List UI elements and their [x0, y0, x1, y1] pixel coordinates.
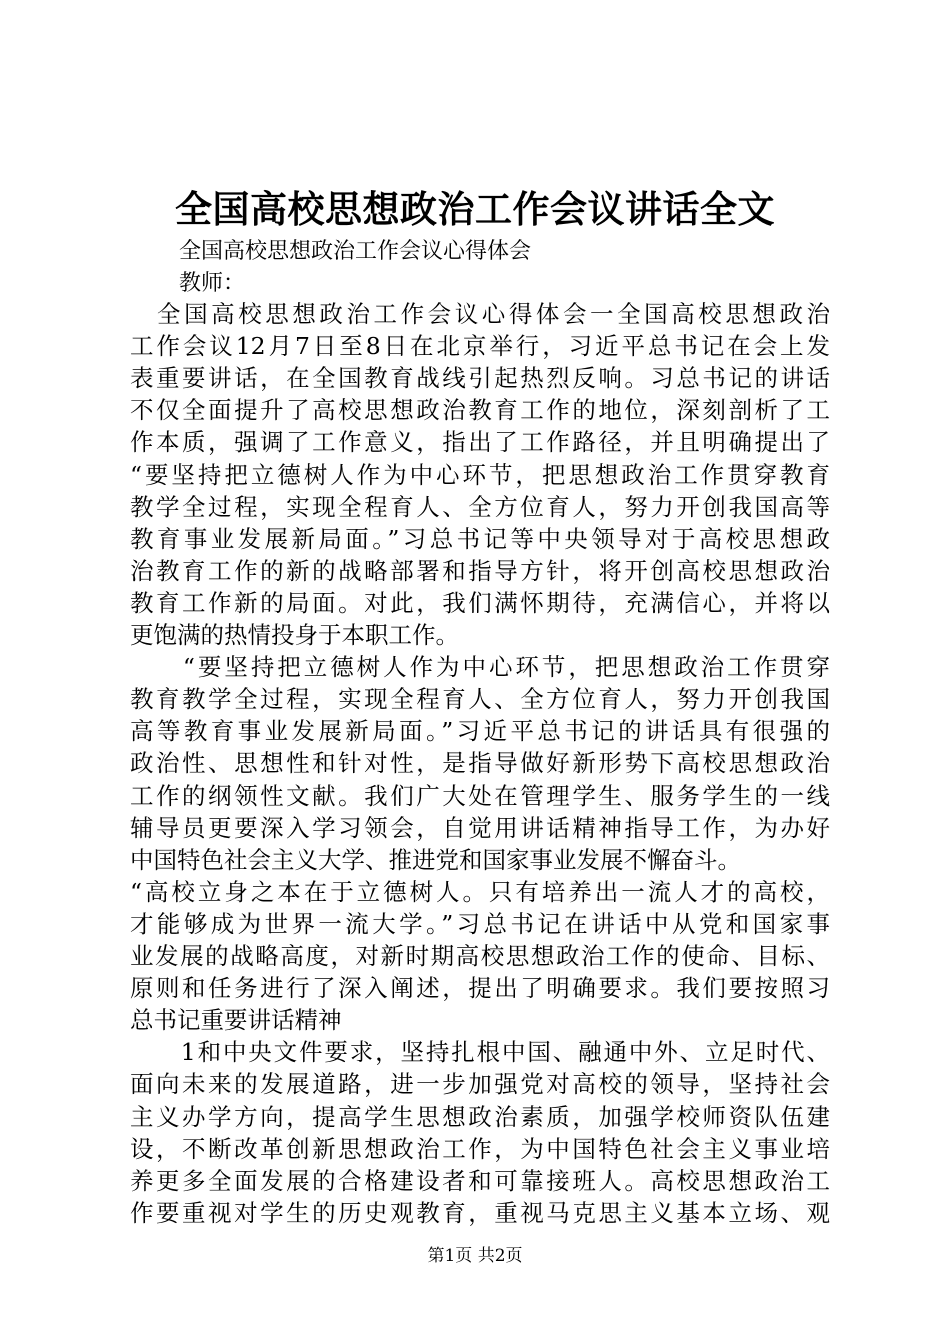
body-line: 辅导员更要深入学习领会，自觉用讲话精神指导工作，为办好: [130, 814, 830, 842]
body-line: 业发展的战略高度，对新时期高校思想政治工作的使命、目标、: [130, 942, 830, 970]
document-subtitle: 全国高校思想政治工作会议心得体会: [179, 239, 532, 264]
body-line: 原则和任务进行了深入阐述，提出了明确要求。我们要按照习: [130, 974, 830, 1002]
body-line: 教育教学全过程，实现全程育人、全方位育人，努力开创我国: [130, 685, 830, 713]
body-line: 设，不断改革创新思想政治工作，为中国特色社会主义事业培: [130, 1135, 830, 1163]
body-line: 更饱满的热情投身于本职工作。: [130, 621, 459, 649]
body-line: “要坚持把立德树人作为中心环节，把思想政治工作贯穿教育: [130, 461, 830, 489]
author-label: 教师：: [179, 271, 246, 296]
body-line: 总书记重要讲话精神: [130, 1006, 342, 1034]
body-line: 作本质，强调了工作意义，指出了工作路径，并且明确提出了: [130, 428, 830, 456]
body-line: 主义办学方向，提高学生思想政治素质，加强学校师资队伍建: [130, 1103, 830, 1131]
body-line: 面向未来的发展道路，进一步加强党对高校的领导，坚持社会: [130, 1070, 830, 1098]
body-line: 治教育工作的新的战略部署和指导方针，将开创高校思想政治: [130, 557, 830, 585]
body-line: 政治性、思想性和针对性，是指导做好新形势下高校思想政治: [130, 749, 830, 777]
body-line: 作要重视对学生的历史观教育，重视马克思主义基本立场、观: [130, 1199, 830, 1227]
body-line: 工作会议12月7日至8日在北京举行，习近平总书记在会上发: [130, 332, 830, 360]
body-line: 高等教育事业发展新局面。”习近平总书记的讲话具有很强的: [130, 717, 830, 745]
body-line: 教育工作新的局面。对此，我们满怀期待，充满信心，并将以: [130, 589, 830, 617]
body-line: 表重要讲话，在全国教育战线引起热烈反响。习总书记的讲话: [130, 364, 830, 392]
body-line: “要坚持把立德树人作为中心环节，把思想政治工作贯穿: [130, 653, 830, 681]
body-line: 全国高校思想政治工作会议心得体会一全国高校思想政治: [130, 300, 830, 328]
body-line: 中国特色社会主义大学、推进党和国家事业发展不懈奋斗。: [130, 846, 741, 874]
body-line: 养更多全面发展的合格建设者和可靠接班人。高校思想政治工: [130, 1167, 830, 1195]
body-line: “高校立身之本在于立德树人。只有培养出一流人才的高校，: [130, 878, 830, 906]
body-line: 教育事业发展新局面。”习总书记等中央领导对于高校思想政: [130, 525, 830, 553]
document-title: 全国高校思想政治工作会议讲话全文: [175, 187, 775, 231]
body-line: 不仅全面提升了高校思想政治教育工作的地位，深刻剖析了工: [130, 396, 830, 424]
page-footer: 第1页 共2页: [427, 1246, 523, 1266]
body-line: 工作的纲领性文献。我们广大处在管理学生、服务学生的一线: [130, 782, 830, 810]
body-line: 教学全过程，实现全程育人、全方位育人，努力开创我国高等: [130, 493, 830, 521]
body-line: 才能够成为世界一流大学。”习总书记在讲话中从党和国家事: [130, 910, 830, 938]
body-line: 1和中央文件要求，坚持扎根中国、融通中外、立足时代、: [130, 1038, 830, 1066]
